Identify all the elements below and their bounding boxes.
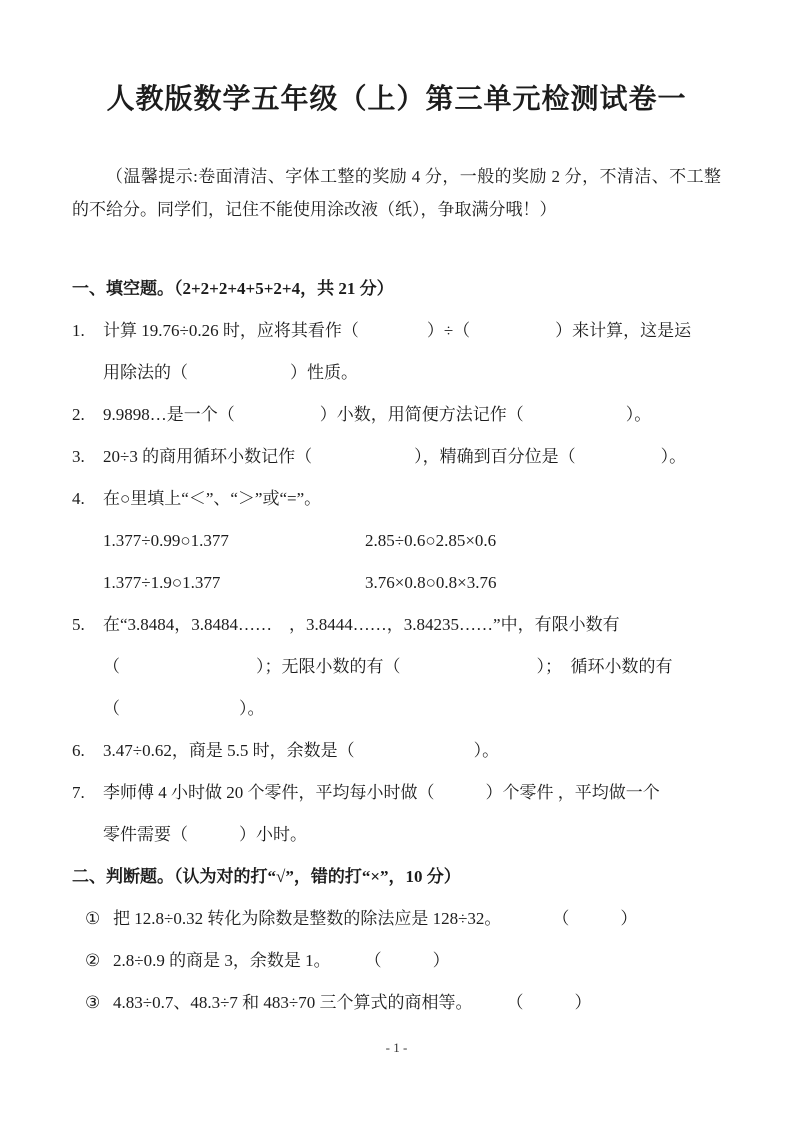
section-fill-heading: 一、填空题。（2+2+2+4+5+2+4，共 21 分） [72, 279, 394, 298]
question-line: 用除法的（ ）性质。 [103, 363, 358, 382]
question-text: 把 12.8÷0.32 转化为除数是整数的除法应是 128÷32。 （ ） [113, 909, 638, 928]
fill-question-7 [72, 772, 721, 856]
fill-question-2 [72, 394, 721, 436]
compare-expression: 3.76×0.8○0.8×3.76 [365, 573, 497, 592]
compare-row-2 [72, 562, 721, 604]
section-judge-heading: 二、判断题。（认为对的打“√”，错的打“×”，10 分） [72, 867, 461, 886]
question-body [103, 394, 721, 436]
question-line: 在○里填上“＜”、“＞”或“=”。 [103, 489, 322, 508]
question-body [103, 478, 721, 520]
fill-question-1 [72, 310, 721, 394]
fill-question-5 [72, 604, 721, 730]
question-line: （ ）；无限小数的有（ ）； 循环小数的有 [103, 657, 673, 676]
question-body [103, 772, 721, 856]
question-text: 4.83÷0.7、48.3÷7 和 483÷70 三个算式的商相等。 （ ） [113, 993, 592, 1012]
question-line: 9.9898…是一个（ ）小数，用简便方法记作（ ）。 [103, 405, 652, 424]
question-body [103, 604, 721, 730]
question-line: （ ）。 [103, 699, 265, 718]
fill-question-3 [72, 436, 721, 478]
question-line: 20÷3 的商用循环小数记作（ ），精确到百分位是（ ）。 [103, 447, 687, 466]
compare-expression: 1.377÷1.9○1.377 [103, 573, 221, 592]
question-number: 5. [72, 615, 85, 634]
question-body [103, 436, 721, 478]
question-number: 4. [72, 489, 85, 508]
question-line: 李师傅 4 小时做 20 个零件，平均每小时做（ ）个零件 ，平均做一个 [103, 783, 660, 802]
compare-row-1 [72, 520, 721, 562]
judge-question-2 [72, 940, 721, 982]
compare-expression: 2.85÷0.6○2.85×0.6 [365, 531, 497, 550]
question-number: 1. [72, 321, 85, 340]
question-text: 2.8÷0.9 的商是 3，余数是 1。 （ ） [113, 951, 450, 970]
page-number: - 1 - [385, 1040, 408, 1055]
question-number: ① [85, 909, 101, 928]
question-body [103, 730, 721, 772]
compare-expression: 1.377÷0.99○1.377 [103, 531, 229, 550]
fill-question-6 [72, 730, 721, 772]
judge-question-3 [72, 982, 721, 1024]
question-line: 3.47÷0.62，商是 5.5 时，余数是（ ）。 [103, 741, 500, 760]
hint-paragraph: （温馨提示:卷面清洁、字体工整的奖励 4 分，一般的奖励 2 分，不清洁、不工整的不给分。同学们，记住不能使用涂改液（纸），争取满分哦！） [72, 167, 721, 219]
judge-question-1 [72, 898, 721, 940]
question-line: 在“3.8484，3.8484…… ，3.8444……，3.84235……”中，有限小数有 [103, 615, 620, 634]
question-number: ② [85, 951, 101, 970]
question-number: 7. [72, 783, 85, 802]
question-number: 3. [72, 447, 85, 466]
question-number: 2. [72, 405, 85, 424]
fill-question-4 [72, 478, 721, 520]
question-line: 零件需要（ ）小时。 [103, 825, 307, 844]
question-line: 计算 19.76÷0.26 时，应将其看作（ ）÷（ ）来计算，这是运 [103, 321, 692, 340]
question-number: ③ [85, 993, 101, 1012]
question-number: 6. [72, 741, 85, 760]
test-content [72, 268, 721, 1024]
page-title: 人教版数学五年级（上）第三单元检测试卷一 [106, 84, 687, 115]
question-body [103, 310, 721, 394]
